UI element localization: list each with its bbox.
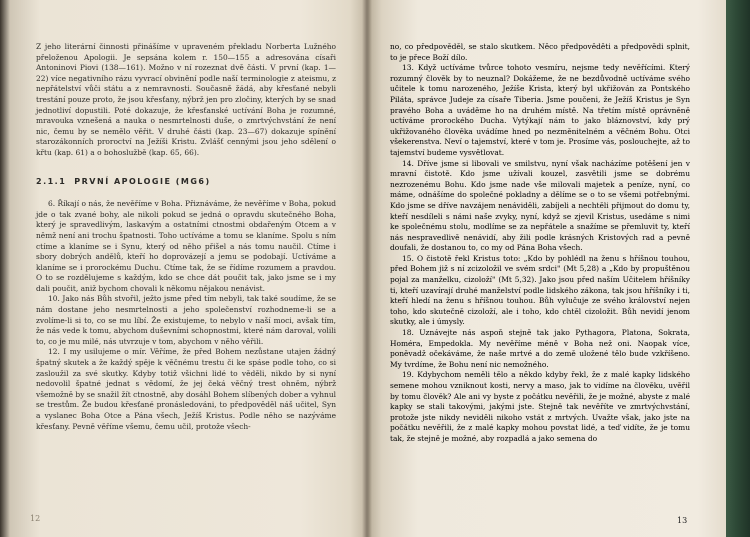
section-number: 2.1.1 [36, 176, 67, 186]
paragraph-14: 14. Dříve jsme si libovali ve smilstvu, nyní však nacházíme potěšení jen v mravní čistotě. Kdo jsme užívali kouzel, zasvětili jsme se dobrému nezrozenému Bohu. Kdo jsme nade vše milovali majetek a peníze, nyní, co máme, odnášíme do společné pokladny a dělíme se o to se všemi potřebnými. Kdo jsme se dříve navzájem nenáviděli, zabíjeli a nechtěli přijmout do domu ty, kteří nesdíleli s námi naše zvyky, nyní, když se zjevil Kristus, usedáme s nimi ke společnému stolu, modlíme se za nepřátele a snažíme se přemluvit ty, kteří nás nespravedlivě nenávidí, aby žili podle krásných Kristových rad a pevně doufali, že dostanou to, co my od Pána Boha všech. [390, 158, 690, 253]
section-title: PRVNÍ APOLOGIE (MG6) [74, 176, 211, 186]
paragraph-15: 15. O čistotě řekl Kristus toto: „Kdo by pohlédl na ženu s hříšnou touhou, před Bohem již s ní zcizoložil ve svém srdci" (Mt 5,28) a „Kdo by propuštěnou pojal za manželku, cizoloží" (Mt 5,32). Jako jsou před naším Učitelem hříšníky ti, kteří uzavírají druhé manželství podle lidského zákona, tak jsou hříšníky i ti, kteří hledí na ženu s hříšnou touhou. Bůh vylučuje ze svého království nejen toho, kdo skutečně cizoloží, ale i toho, kdo chtěl cizoložit. Bůh nevidí jenom skutky, ale i úmysly. [390, 253, 690, 327]
paragraph-13: 13. Když uctíváme tvůrce tohoto vesmíru, nejsme tedy nevěřícími. Který rozumný člověk by to neuznal? Dokážeme, že ne bezdůvodně uctíváme svého učitele k tomu narozeného, Ježíše Krista, který byl ukřižován za Pontského Piláta, správce Judeje za císaře Tiberia. Jsme poučeni, že Ježíš Kristus je Syn pravého Boha a uváděme ho na druhém místě. Na třetím místě oprávněně uctíváme prorockého Ducha. Vytýkají nám to jako bláznovství, kdy prý ukřižovaného člověka uvádíme hned po nezměnitelném a věčném Bohu. Otci všekerenstva. Neví o tajemství, které v tom je. Prosíme vás, poslouchejte, až to tajemství budeme vysvětlovat. [390, 63, 690, 157]
book-spine-shadow [362, 0, 372, 537]
left-page-text [36, 42, 336, 432]
intro-paragraph: Z jeho literární činnosti přinášíme v upraveném překladu Norberta Lužného přeloženou Apologii. Je sepsána kolem r. 150—155 a adresována císaři Antoninovi Piovi (138—161). Možno v ní rozeznat dvě části. V první (kap. 1—22) více negativního rázu vyvrací obvinění podle naší terminologie z ateismu, z nepřátelství vůči státu a z nemravnosti. Současně žádá, aby křesťané nebyli trestání pouze proto, že jsou křesťany, nýbrž jen pro zločiny, kterých by se snad jednotliví dopustili. Poté dokazuje, že křesťanské uctívání Boha je rozumné, mravouka vznešená a nauka o nesmrtelnosti duše, o zmrtvýchvstání že není nic, čemu by se nemělo věřit. V druhé části (kap. 23—67) dokazuje spínění starozákonních proroctví na Ježíši Kristu. Zvlášť cennými jsou jeho sdělení o křtu (kap. 61) a o bohoslužbě (kap. 65, 66). [36, 42, 336, 157]
book-cover-edge [726, 0, 750, 537]
paragraph-6: 6. Říkají o nás, že nevěříme v Boha. Přiznáváme, že nevěříme v Boha, pokud jde o tak zvané bohy, ale nikoli pokud se jedná o opravdu skutečného Boha, který je spravedlivým, laskavým a ostatními ctnostmi obdařeným Otcem a v němž není ani trochu špatnosti. Toho uctíváme a tomu se klaníme. Spolu s ním ctíme a klaníme se i Synu, který od něho přišel a nás tomu naučil. Ctíme i sbory dobrých andělů, kteří ho doprovázejí a jemu se podobají. Uctíváme a klaníme se i prorockému Duchu. Ctíme tak, že se řídíme rozumem a pravdou. O to se rozdělujeme s každým, kdo se chce dát poučit tak, jako jsme se i my dali poučit, aniž bychom chovali k někomu nějakou nenávist. [36, 199, 336, 293]
page-number-left: 12 [30, 514, 41, 523]
page-number-right: 13 [677, 516, 688, 525]
left-page [0, 0, 368, 537]
right-page-text [390, 42, 690, 445]
paragraph-continued: no, co předpověděl, se stalo skutkem. Něco předpověděti a předpovědi splnit, to je přece Boží dílo. [390, 42, 690, 62]
paragraph-19: 19. Kdybychom neměli tělo a někdo kdyby řekl, že z malé kapky lidského semene mohou vzniknout kosti, nervy a maso, jak to vidíme na člověku, uvěřil by tomu člověk? Ale ani vy byste z počátku nevěřili, že je možné, abyste z malé kapky se stali takovými, jakými jste. Stejně tak nevěříte ve zmrtvýchvstání, protože jste nikdy neviděli nikoho vstát z mrtvých. Uvažte však, jako jste na počátku nevěřili, že z malé kapky mohou povstat lidé, a teď vidíte, že je tomu tak, že stejně je možné, aby rozpadlá a jako semena do [390, 370, 690, 443]
paragraph-12: 12. I my usilujeme o mír. Věříme, že před Bohem nezůstane utajen žádný špatný skutek a že každý spěje k věčnému trestu či ke spáse podle toho, co si zasloužil za své skutky. Kdyby totiž všichni lidé to věděli, nikdo by si nyní nedovolil špatné jednat s vědomí, že jej čeká věčný trest ohněm, nýbrž všemožně by se snažil žít ctnostně, aby dosáhl Bohem slíbených dober a vyhnul se trestům. Že budou křesťané pronásledováni, to předpověděl náš učitel, Syn a vyslanec Boha Otce a Pána všech, Ježíš Kristus. Podle něho se nazýváme křesťany. Pevně věříme všemu, čemu učil, protože všech- [36, 347, 336, 431]
section-heading [36, 177, 336, 188]
paragraph-18: 18. Uznávejte nás aspoň stejně tak jako Pythagora, Platona, Sokrata, Homéra, Empedokla. My nevěříme méně v Boha než oni. Naopak více, poněvadž očekáváme, že naše mrtvé a do země uložené tělo bude vzkříšeno. My tvrdíme, že Bohu není nic nemožného. [390, 328, 690, 369]
paragraph-10: 10. Jako nás Bůh stvořil, ježto jsme před tím nebyli, tak také soudíme, že se nám dostane jeho nesmrtelnosti a jeho společenství rozhodneme-li se a zvolíme-li si to, co se mu líbí. Že existujeme, to nebylo v naší moci, avšak tím, že nás vede k tomu, abychom duševními schopnostmi, které nám daroval, volili to, co je mu milé, nás utvrzuje v tom, abychom v něho věřili. [36, 294, 336, 346]
